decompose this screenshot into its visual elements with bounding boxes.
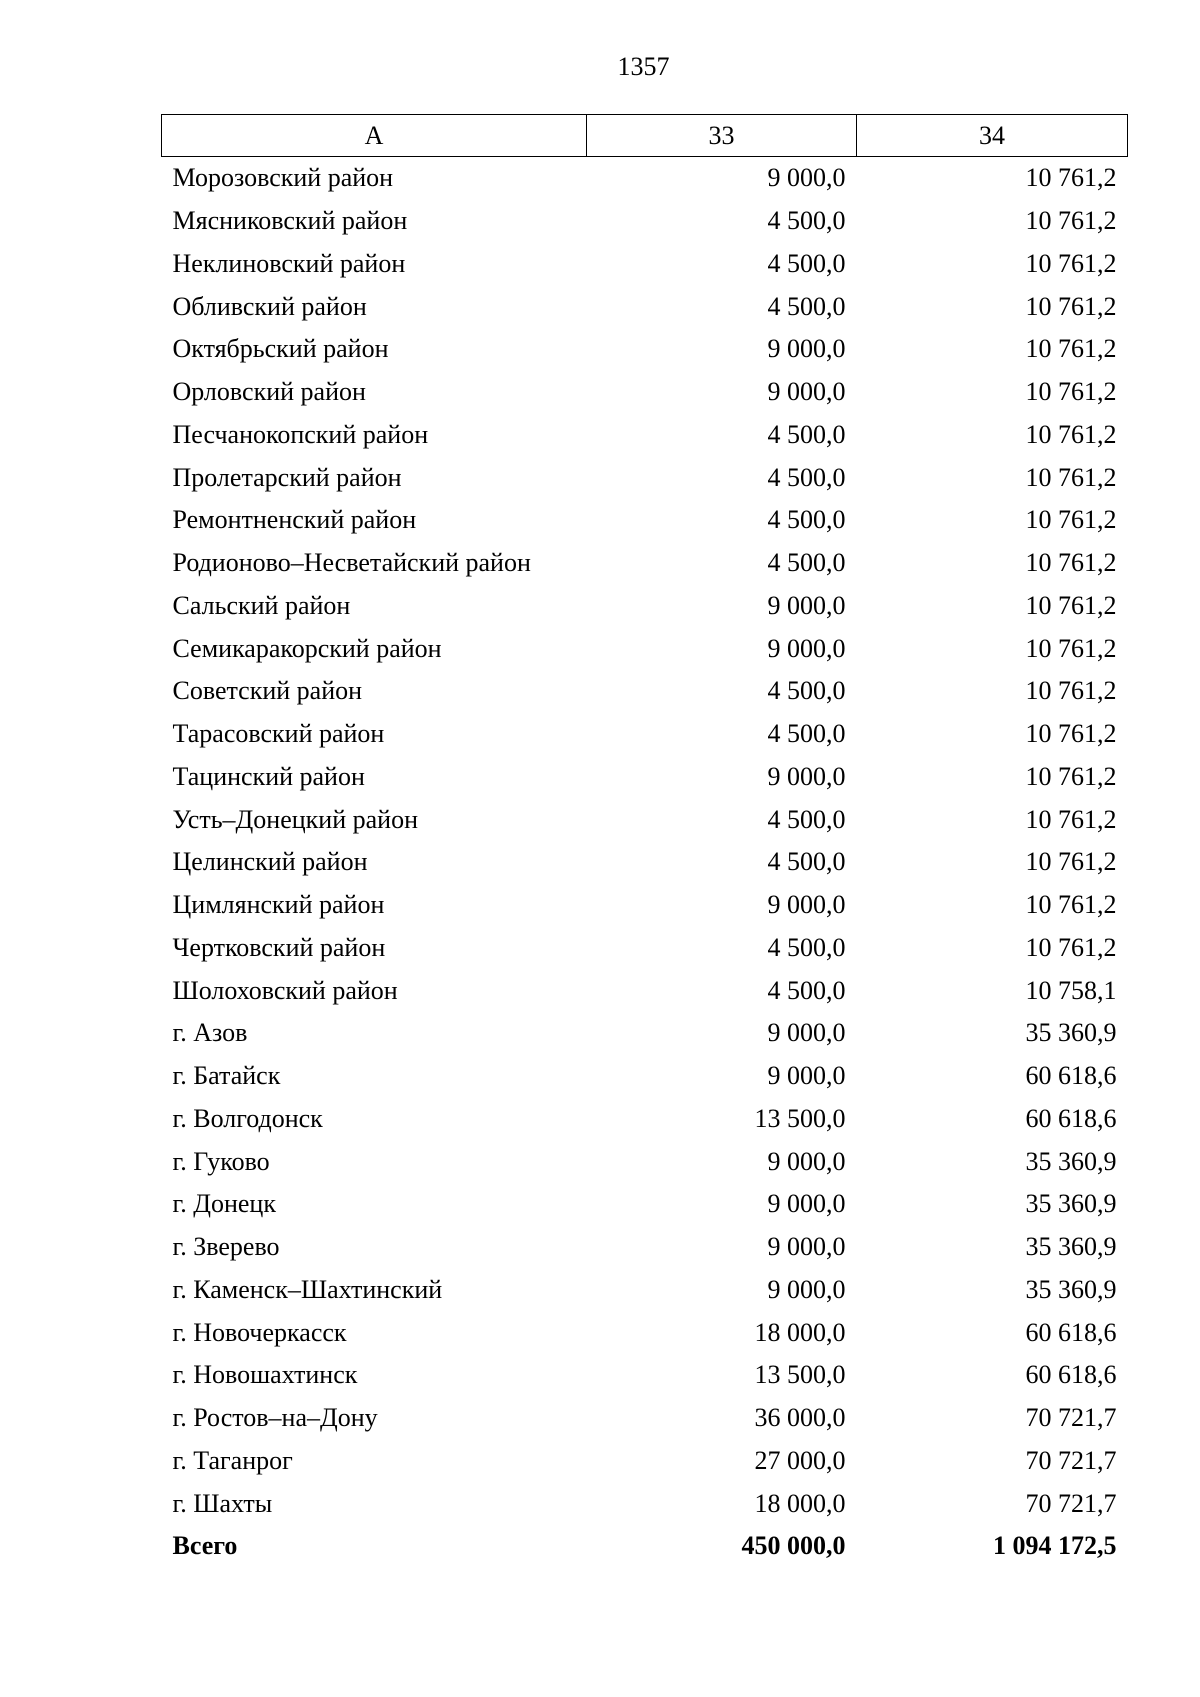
row-col33-cell: 4 500,0	[767, 548, 846, 578]
row-col34-cell: 60 618,6	[1025, 1061, 1117, 1091]
row-col33-cell: 9 000,0	[767, 334, 846, 364]
row-col33-cell: 4 500,0	[767, 505, 846, 535]
table-row	[162, 1140, 1128, 1183]
table-row	[162, 927, 1128, 970]
table-body	[162, 157, 1128, 1526]
table-header	[162, 115, 1128, 157]
row-col33-cell: 9 000,0	[767, 761, 846, 791]
row-col34-cell: 35 360,9	[1025, 1189, 1117, 1219]
row-name-cell: Сальский район	[172, 590, 351, 620]
table-row	[162, 1183, 1128, 1226]
row-col33-cell: 13 500,0	[754, 1103, 846, 1133]
row-col34-cell: 10 761,2	[1025, 633, 1117, 663]
table-row	[162, 499, 1128, 542]
row-col34-cell: 10 761,2	[1025, 761, 1117, 791]
row-col33-cell: 9 000,0	[767, 377, 846, 407]
row-name-cell: Обливский район	[172, 291, 367, 321]
row-col34-cell: 10 761,2	[1025, 206, 1117, 236]
table-row	[162, 798, 1128, 841]
row-col34-cell: 35 360,9	[1025, 1146, 1117, 1176]
row-col33-cell: 9 000,0	[767, 1018, 846, 1048]
table-row	[162, 969, 1128, 1012]
total-row	[162, 1525, 1128, 1568]
row-col34-cell: 70 721,7	[1025, 1445, 1117, 1475]
table-row	[162, 1440, 1128, 1483]
row-col34-cell: 10 761,2	[1025, 419, 1117, 449]
row-name-cell: г. Таганрог	[172, 1445, 293, 1475]
row-col33-cell: 18 000,0	[754, 1488, 846, 1518]
row-col33-cell: 27 000,0	[754, 1445, 846, 1475]
row-name-cell: Орловский район	[172, 377, 366, 407]
row-col33-cell: 13 500,0	[754, 1360, 846, 1390]
row-name-cell: г. Шахты	[172, 1488, 273, 1518]
row-col34-cell: 10 761,2	[1025, 163, 1117, 193]
row-col33-cell: 9 000,0	[767, 1146, 846, 1176]
row-col33-cell: 4 500,0	[767, 676, 846, 706]
row-name-cell: г. Гуково	[172, 1146, 270, 1176]
row-col33-cell: 9 000,0	[767, 1189, 846, 1219]
row-col34-cell: 35 360,9	[1025, 1232, 1117, 1262]
row-col33-cell: 9 000,0	[767, 890, 846, 920]
row-col34-cell: 60 618,6	[1025, 1317, 1117, 1347]
row-col33-cell: 4 500,0	[767, 719, 846, 749]
header-cell-col34: 34	[857, 115, 1128, 157]
row-col34-cell: 10 761,2	[1025, 890, 1117, 920]
table-row	[162, 456, 1128, 499]
table-row	[162, 841, 1128, 884]
table-row	[162, 243, 1128, 286]
row-name-cell: г. Каменск–Шахтинский	[172, 1274, 443, 1304]
row-col34-cell: 35 360,9	[1025, 1018, 1117, 1048]
table-row	[162, 285, 1128, 328]
row-col34-cell: 10 761,2	[1025, 932, 1117, 962]
row-col33-cell: 9 000,0	[767, 590, 846, 620]
row-name-cell: г. Новочеркасск	[172, 1317, 347, 1347]
table-row	[162, 371, 1128, 414]
row-col33-cell: 4 500,0	[767, 847, 846, 877]
row-name-cell: г. Волгодонск	[172, 1103, 323, 1133]
row-col33-cell: 9 000,0	[767, 1232, 846, 1262]
row-col34-cell: 10 761,2	[1025, 719, 1117, 749]
table-row	[162, 1226, 1128, 1269]
page-number: 1357	[617, 52, 670, 81]
row-col34-cell: 10 761,2	[1025, 847, 1117, 877]
row-col34-cell: 10 761,2	[1025, 804, 1117, 834]
table-row	[162, 627, 1128, 670]
row-name-cell: Чертковский район	[172, 932, 386, 962]
row-name-cell: Октябрьский район	[172, 334, 389, 364]
table-row	[162, 542, 1128, 585]
row-name-cell: Мясниковский район	[172, 206, 408, 236]
row-col34-cell: 10 761,2	[1025, 248, 1117, 278]
total-col33: 450 000,0	[741, 1531, 846, 1561]
table-row	[162, 200, 1128, 243]
row-name-cell: Тацинский район	[172, 761, 365, 791]
total-label: Всего	[172, 1531, 238, 1561]
row-col34-cell: 10 761,2	[1025, 291, 1117, 321]
row-name-cell: Семикаракорский район	[172, 633, 442, 663]
table-row	[162, 1482, 1128, 1525]
table-row	[162, 414, 1128, 457]
table-row	[162, 328, 1128, 371]
row-col34-cell: 10 761,2	[1025, 505, 1117, 535]
table-row	[162, 1354, 1128, 1397]
row-col34-cell: 10 761,2	[1025, 377, 1117, 407]
row-col33-cell: 4 500,0	[767, 291, 846, 321]
row-name-cell: Цимлянский район	[172, 890, 385, 920]
table-row	[162, 713, 1128, 756]
table-row	[162, 884, 1128, 927]
row-name-cell: Родионово–Несветайский район	[172, 548, 531, 578]
row-name-cell: Советский район	[172, 676, 363, 706]
row-name-cell: г. Донецк	[172, 1189, 276, 1219]
row-name-cell: г. Азов	[172, 1018, 248, 1048]
row-col33-cell: 4 500,0	[767, 206, 846, 236]
row-col34-cell: 10 761,2	[1025, 334, 1117, 364]
table-row	[162, 670, 1128, 713]
row-col33-cell: 9 000,0	[767, 633, 846, 663]
row-name-cell: г. Новошахтинск	[172, 1360, 358, 1390]
table-row	[162, 1055, 1128, 1098]
row-name-cell: Пролетарский район	[172, 462, 402, 492]
row-col33-cell: 4 500,0	[767, 932, 846, 962]
row-col34-cell: 10 758,1	[1025, 975, 1117, 1005]
data-table	[161, 114, 1128, 1568]
row-col34-cell: 70 721,7	[1025, 1488, 1117, 1518]
table-row	[162, 1098, 1128, 1141]
row-col34-cell: 35 360,9	[1025, 1274, 1117, 1304]
row-col34-cell: 70 721,7	[1025, 1403, 1117, 1433]
row-name-cell: Неклиновский район	[172, 248, 406, 278]
row-col34-cell: 10 761,2	[1025, 548, 1117, 578]
row-col33-cell: 9 000,0	[767, 163, 846, 193]
row-col33-cell: 9 000,0	[767, 1274, 846, 1304]
total-col34: 1 094 172,5	[993, 1531, 1117, 1561]
row-name-cell: Тарасовский район	[172, 719, 385, 749]
row-name-cell: Шолоховский район	[172, 975, 398, 1005]
row-col34-cell: 10 761,2	[1025, 590, 1117, 620]
row-name-cell: Морозовский район	[172, 163, 394, 193]
table-row	[162, 1397, 1128, 1440]
row-col34-cell: 10 761,2	[1025, 462, 1117, 492]
table-row	[162, 157, 1128, 200]
header-row	[162, 115, 1128, 157]
row-col34-cell: 60 618,6	[1025, 1360, 1117, 1390]
row-name-cell: г. Ростов–на–Дону	[172, 1403, 378, 1433]
row-col33-cell: 9 000,0	[767, 1061, 846, 1091]
row-col33-cell: 18 000,0	[754, 1317, 846, 1347]
row-name-cell: г. Зверево	[172, 1232, 280, 1262]
row-name-cell: Песчанокопский район	[172, 419, 429, 449]
row-col33-cell: 4 500,0	[767, 804, 846, 834]
table-row	[162, 756, 1128, 799]
row-col33-cell: 4 500,0	[767, 975, 846, 1005]
table-row	[162, 1311, 1128, 1354]
row-col33-cell: 36 000,0	[754, 1403, 846, 1433]
header-cell-name: А	[162, 115, 587, 157]
row-name-cell: Целинский район	[172, 847, 368, 877]
row-col33-cell: 4 500,0	[767, 419, 846, 449]
row-col34-cell: 10 761,2	[1025, 676, 1117, 706]
row-name-cell: г. Батайск	[172, 1061, 281, 1091]
row-name-cell: Ремонтненский район	[172, 505, 417, 535]
table-row	[162, 1269, 1128, 1312]
row-col34-cell: 60 618,6	[1025, 1103, 1117, 1133]
table-footer	[162, 1525, 1128, 1568]
header-cell-col33: 33	[587, 115, 857, 157]
row-col33-cell: 4 500,0	[767, 248, 846, 278]
table-row	[162, 1012, 1128, 1055]
row-col33-cell: 4 500,0	[767, 462, 846, 492]
table-row	[162, 585, 1128, 628]
row-name-cell: Усть–Донецкий район	[172, 804, 418, 834]
